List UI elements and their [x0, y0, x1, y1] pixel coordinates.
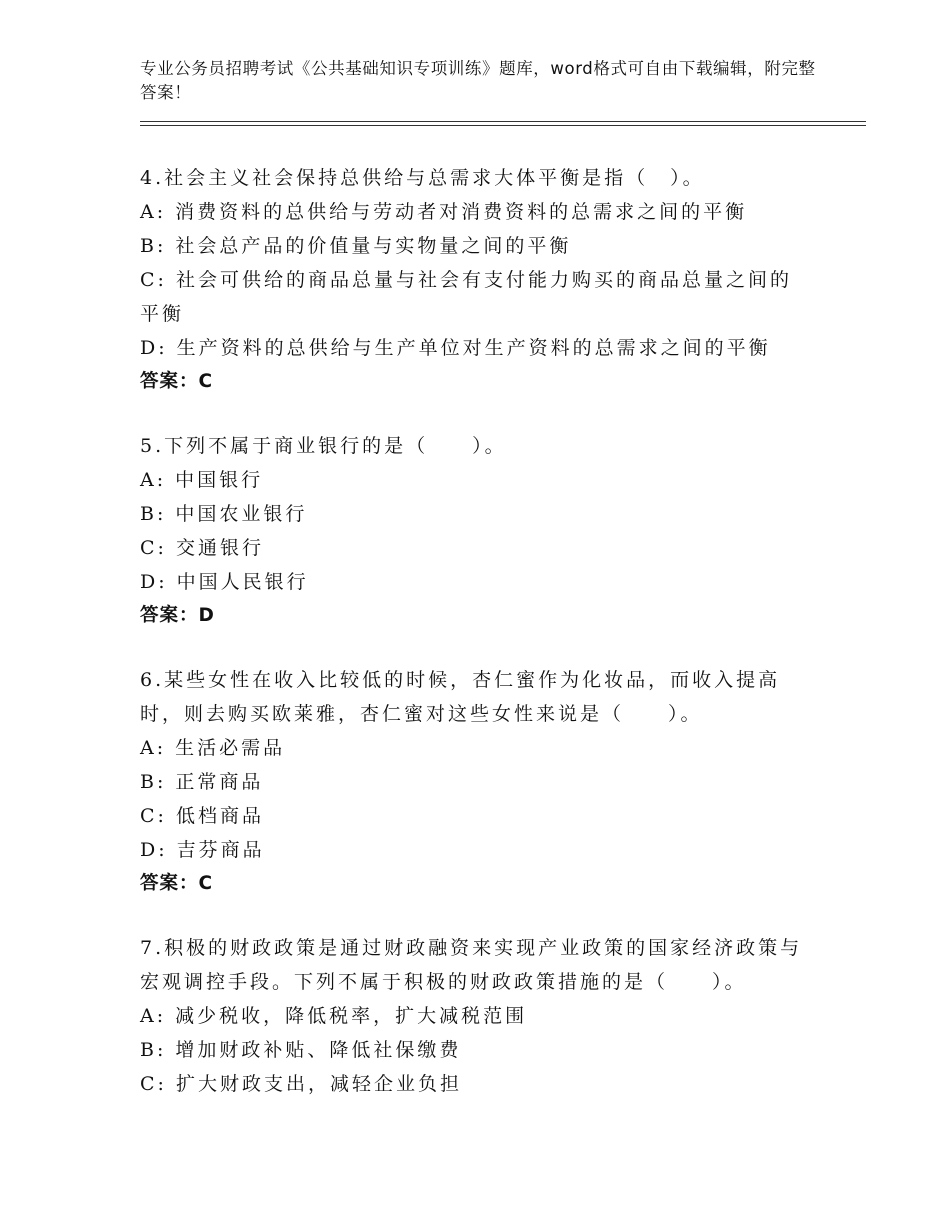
question-stem: 5.下列不属于商业银行的是（ ）。: [140, 435, 507, 457]
question-stem: 4.社会主义社会保持总供给与总需求大体平衡是指（ ）。: [140, 167, 705, 189]
question-6: [140, 663, 812, 901]
option-c: C: 扩大财政支出，减轻企业负担: [140, 1073, 462, 1095]
option-c: C: 社会可供给的商品总量与社会有支付能力购买的商品总量之间的平衡: [140, 269, 792, 325]
option-b: B: 中国农业银行: [140, 503, 308, 525]
option-a: A: 生活必需品: [140, 737, 286, 759]
answer: 答案：C: [140, 873, 214, 894]
question-4: [140, 161, 812, 399]
option-c: C: 交通银行: [140, 537, 264, 559]
option-d: D: 中国人民银行: [140, 571, 309, 593]
question-stem: 6.某些女性在收入比较低的时候，杏仁蜜作为化妆品，而收入提高时，则去购买欧莱雅，杏仁蜜对这些女性来说是（ ）。: [140, 669, 781, 725]
question-list: [140, 161, 812, 1131]
answer: 答案：C: [140, 371, 214, 392]
option-d: D: 吉芬商品: [140, 839, 265, 861]
answer: 答案：D: [140, 605, 215, 626]
document-header: 专业公务员招聘考试《公共基础知识专项训练》题库，word格式可自由下载编辑，附完整答案！: [140, 59, 816, 102]
option-d: D: 生产资料的总供给与生产单位对生产资料的总需求之间的平衡: [140, 337, 771, 359]
question-5: [140, 429, 812, 633]
option-b: B: 社会总产品的价值量与实物量之间的平衡: [140, 235, 572, 257]
option-a: A: 减少税收，降低税率，扩大减税范围: [140, 1005, 528, 1027]
question-7: [140, 931, 812, 1101]
header-divider: [140, 121, 866, 126]
question-stem: 7.积极的财政政策是通过财政融资来实现产业政策的国家经济政策与宏观调控手段。下列不属于积极的财政政策措施的是（ ）。: [140, 937, 803, 993]
option-b: B: 增加财政补贴、降低社保缴费: [140, 1039, 462, 1061]
option-b: B: 正常商品: [140, 771, 264, 793]
option-a: A: 消费资料的总供给与劳动者对消费资料的总需求之间的平衡: [140, 201, 748, 223]
option-c: C: 低档商品: [140, 805, 264, 827]
option-a: A: 中国银行: [140, 469, 264, 491]
